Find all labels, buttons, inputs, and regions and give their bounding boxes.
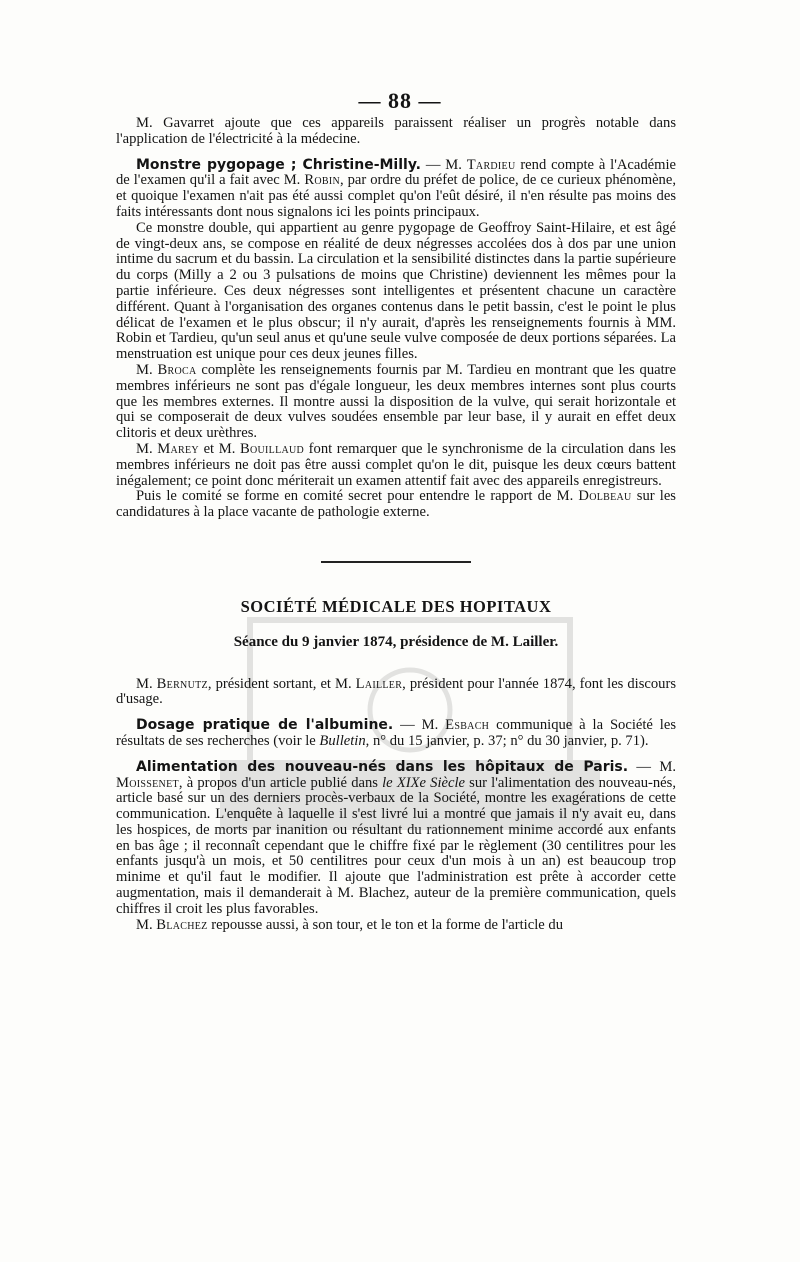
name-moissenet: Moissenet: [116, 774, 179, 791]
monstre-paragraph-2: Ce monstre double, qui appartient au genre pygopage de Geoffroy Saint-Hilaire, et est âgé de vingt-deux ans, se compose en réalité de deux négresses accolées dos à dos par une union intime du sacrum et du bassin. La circulation et la sensibilité distinctes dans la partie supérieure du corps (Milly a 2 ou 3 pulsations de moins que Christine) deviennent les mêmes pour la partie inférieure. Ces deux négresses sont intelligentes et présentent chacune un caractère différent. Quant à l'organisation des organes contenus dans le petit bassin, c'est le point le plus délicat de l'examen et le plus obscur; il n'y aurait, d'après les renseignements fournis à MM. Robin et Tardieu, qu'un seul anus et qu'une seule vulve composée de deux portions séparées. La menstruation est unique pour ces deux jeunes filles.: [116, 219, 676, 363]
name-esbach: Esbach: [445, 717, 490, 734]
text-column: [116, 116, 676, 933]
seance-line: Séance du 9 janvier 1874, présidence de M. Lailler.: [233, 633, 559, 650]
name-tardieu: Tardieu: [466, 156, 516, 173]
name-blachez: Blachez: [156, 916, 208, 933]
albumine-paragraph: Dosage pratique de l'albumine. — M. Esbach communique à la Société les résultats de ses recherches (voir le Bulletin, n° du 15 janvier, p. 37; n° du 30 janvier, p. 71).: [116, 717, 676, 749]
name-broca: Broca: [157, 361, 197, 378]
name-lailler: Lailler: [355, 675, 403, 692]
name-bernutz: Bernutz: [156, 675, 208, 692]
society-heading: SOCIÉTÉ MÉDICALE DES HOPITAUX: [240, 596, 552, 616]
monstre-paragraph-5: Puis le comité se forme en comité secret pour entendre le rapport de M. Dolbeau sur les candidatures à la place vacante de pathologie externe.: [116, 488, 676, 521]
monstre-paragraph-3: M. Broca complète les renseignements fournis par M. Tardieu en montrant que les quatre membres inférieurs ne sont pas d'égale longueur, les deux membres internes sont plus courts que les membres externes. Il montre aussi la disposition de la vulve, qui serait horizontale et qui se composerait de deux vulves soudées ensemble par leur base, il y aurait en effet deux clitoris et deux urèthres.: [116, 361, 676, 442]
alimentation-paragraph: Alimentation des nouveau-nés dans les hôpitaux de Paris. — M. Moissenet, à propos d'un article publié dans le XIXe Siècle sur l'alimentation des nouveau-nés, article basé sur un des derniers procès-verbaux de la Société, montre les exagérations de cette communication. L'enquête à laquelle il s'est livré lui a montré que jamais il n'y avait eu, dans les hospices, de morts par inanition ou résultant du rationnement minime accordé aux enfants en bas âge ; il reconnaît cependant que le chiffre fixé par le règlement (30 centilitres pour les enfants jusqu'à un mois, et 50 centilitres pour ceux d'un mois à un an) est beaucoup trop minime et qu'il faut le modifier. Il ajoute que l'administration est prête à accorder cette augmentation, mais il demanderait à M. Blachez, auteur de la première communication, quels chiffres il croit les plus favorables.: [116, 758, 677, 917]
monstre-paragraph-1: Monstre pygopage ; Christine-Milly. — M. Tardieu rend compte à l'Académie de l'examen qu'il a fait avec M. Robin, par ordre du préfet de police, de ce curieux phénomène, et quoique l'examen n'ait pas été aussi complet qu'on l'eût désiré, il n'en résulte pas moins des faits intéressants dont nous signalons ici les points principaux.: [116, 156, 676, 220]
monstre-paragraph-4: M. Marey et M. Bouillaud font remarquer que le synchronisme de la circulation dans les membres inférieurs ne doit pas être aussi complet qu'on le dit, puisque les deux cœurs battent inégalement; ce point donc mériterait un examen attentif fait avec des appareils enregistreurs.: [116, 440, 676, 489]
section-divider: [321, 561, 471, 563]
name-bouillaud: Bouillaud: [239, 440, 305, 457]
name-marey: Marey: [157, 440, 199, 457]
gavarret-paragraph: M. Gavarret ajoute que ces appareils paraissent réaliser un progrès notable dans l'application de l'électricité à la médecine.: [116, 115, 676, 147]
monstre-heading: Monstre pygopage ; Christine-Milly.: [136, 156, 421, 173]
name-robin: Robin: [304, 172, 340, 189]
bulletin-title: Bulletin: [319, 732, 366, 749]
page-number: — 88 —: [358, 88, 442, 113]
blachez-paragraph: M. Blachez repousse aussi, à son tour, et le ton et la forme de l'article du: [136, 916, 563, 933]
journal-title: le XIXe Siècle: [382, 774, 465, 791]
name-dolbeau: Dolbeau: [578, 488, 632, 505]
bernutz-paragraph: M. Bernutz, président sortant, et M. Lailler, président pour l'année 1874, font les discours d'usage.: [116, 675, 676, 708]
albumine-heading: Dosage pratique de l'albumine.: [136, 717, 394, 734]
alimentation-heading: Alimentation des nouveau-nés dans les hôpitaux de Paris.: [136, 758, 629, 775]
